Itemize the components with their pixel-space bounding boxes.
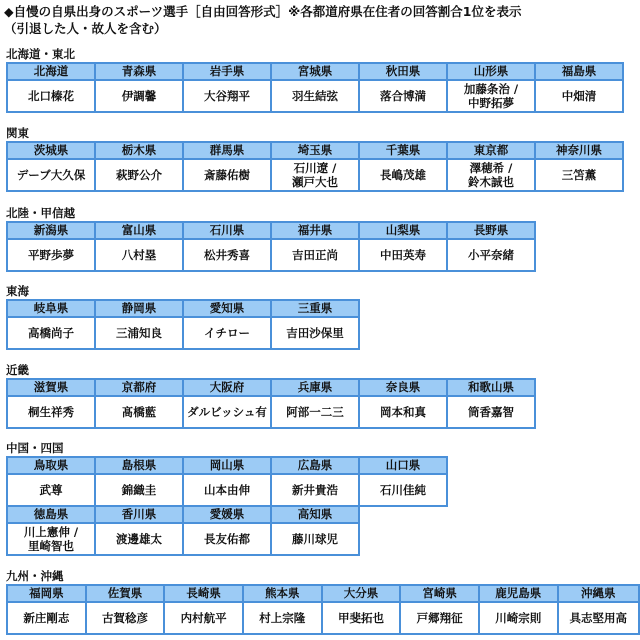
athlete-cell: 高橋尚子 <box>7 317 95 349</box>
athlete-row <box>7 159 623 191</box>
prefecture-cell: 埼玉県 <box>271 142 359 159</box>
athlete-cell: 長嶋茂雄 <box>359 159 447 191</box>
athlete-cell: 羽生結弦 <box>271 80 359 112</box>
athlete-cell: 川崎宗則 <box>479 602 558 634</box>
prefecture-cell: 大分県 <box>322 585 401 602</box>
prefecture-cell: 新潟県 <box>7 222 95 239</box>
prefecture-cell: 鳥取県 <box>7 457 95 474</box>
prefecture-cell: 福井県 <box>271 222 359 239</box>
prefecture-cell: 山口県 <box>359 457 447 474</box>
athlete-row <box>7 317 359 349</box>
athlete-cell: 筒香嘉智 <box>447 396 535 428</box>
athlete-cell: 斎藤佑樹 <box>183 159 271 191</box>
prefecture-cell: 奈良県 <box>359 379 447 396</box>
region-section <box>6 442 448 556</box>
prefecture-cell: 愛知県 <box>183 300 271 317</box>
prefecture-cell: 山梨県 <box>359 222 447 239</box>
athlete-cell: 渡邊雄太 <box>95 523 183 555</box>
prefecture-cell: 島根県 <box>95 457 183 474</box>
title-line-1: ◆自慢の自県出身のスポーツ選手［自由回答形式］※各都道府県在住者の回答割合1位を表示 <box>4 4 522 19</box>
prefecture-cell: 石川県 <box>183 222 271 239</box>
athlete-cell: 北口榛花 <box>7 80 95 112</box>
prefecture-cell: 山形県 <box>447 63 535 80</box>
prefecture-header-row <box>7 506 447 523</box>
athlete-cell: 村上宗隆 <box>243 602 322 634</box>
athlete-cell: 新井貴浩 <box>271 474 359 506</box>
prefecture-cell: 茨城県 <box>7 142 95 159</box>
athlete-cell: ダルビッシュ有 <box>183 396 271 428</box>
region-label: 東海 <box>6 284 29 298</box>
region-label: 北海道・東北 <box>6 47 75 61</box>
prefecture-cell: 香川県 <box>95 506 183 523</box>
prefecture-header-row <box>7 457 447 474</box>
athlete-cell: 大谷翔平 <box>183 80 271 112</box>
prefecture-cell: 東京都 <box>447 142 535 159</box>
athlete-cell: 三浦知良 <box>95 317 183 349</box>
athlete-cell: 古賀稔彦 <box>86 602 165 634</box>
prefecture-cell: 岡山県 <box>183 457 271 474</box>
athlete-row <box>7 602 639 634</box>
region-label: 九州・沖縄 <box>6 569 64 583</box>
prefecture-cell: 長崎県 <box>164 585 243 602</box>
prefecture-cell: 群馬県 <box>183 142 271 159</box>
prefecture-cell: 徳島県 <box>7 506 95 523</box>
region-section <box>6 570 640 635</box>
title-line-2: （引退した人・故人を含む） <box>4 21 167 36</box>
prefecture-cell: 静岡県 <box>95 300 183 317</box>
prefecture-cell: 佐賀県 <box>86 585 165 602</box>
region-table <box>6 299 360 350</box>
region-section <box>6 364 536 429</box>
prefecture-cell: 鹿児島県 <box>479 585 558 602</box>
region-table <box>6 584 640 635</box>
prefecture-cell: 滋賀県 <box>7 379 95 396</box>
athlete-cell: 髙橋藍 <box>95 396 183 428</box>
prefecture-cell: 和歌山県 <box>447 379 535 396</box>
athlete-cell: 内村航平 <box>164 602 243 634</box>
prefecture-cell: 兵庫県 <box>271 379 359 396</box>
region-section <box>6 48 624 113</box>
athlete-cell: 藤川球児 <box>271 523 359 555</box>
prefecture-header-row <box>7 300 359 317</box>
prefecture-cell: 岩手県 <box>183 63 271 80</box>
athlete-row <box>7 396 535 428</box>
athlete-cell: 松井秀喜 <box>183 239 271 271</box>
prefecture-cell: 千葉県 <box>359 142 447 159</box>
athlete-row <box>7 239 535 271</box>
prefecture-cell: 高知県 <box>271 506 359 523</box>
athlete-cell: 小平奈緒 <box>447 239 535 271</box>
athlete-cell: 新庄剛志 <box>7 602 86 634</box>
prefecture-cell: 長野県 <box>447 222 535 239</box>
athlete-cell: 吉田正尚 <box>271 239 359 271</box>
prefecture-header-row <box>7 63 623 80</box>
athlete-cell: 戸郷翔征 <box>400 602 479 634</box>
prefecture-header-row <box>7 222 535 239</box>
page-title <box>4 3 521 37</box>
athlete-cell: 澤穂希 / 鈴木誠也 <box>447 159 535 191</box>
prefecture-cell: 岐阜県 <box>7 300 95 317</box>
athlete-cell: 中田英寿 <box>359 239 447 271</box>
prefecture-cell: 沖縄県 <box>558 585 639 602</box>
athlete-cell: 武尊 <box>7 474 95 506</box>
prefecture-cell: 広島県 <box>271 457 359 474</box>
region-section <box>6 127 624 192</box>
prefecture-cell: 福岡県 <box>7 585 86 602</box>
athlete-cell: 三笘薫 <box>535 159 623 191</box>
prefecture-cell: 神奈川県 <box>535 142 623 159</box>
region-table <box>6 378 536 429</box>
prefecture-cell: 宮崎県 <box>400 585 479 602</box>
athlete-cell: 石川遼 / 瀬戸大也 <box>271 159 359 191</box>
athlete-cell: 伊調馨 <box>95 80 183 112</box>
prefecture-cell: 福島県 <box>535 63 623 80</box>
athlete-cell: 平野歩夢 <box>7 239 95 271</box>
prefecture-cell: 三重県 <box>271 300 359 317</box>
athlete-cell: 山本由伸 <box>183 474 271 506</box>
athlete-cell: 加藤条治 / 中野拓夢 <box>447 80 535 112</box>
athlete-cell: 長友佑都 <box>183 523 271 555</box>
athlete-cell: 川上憲伸 / 里崎智也 <box>7 523 95 555</box>
athlete-cell: 吉田沙保里 <box>271 317 359 349</box>
prefecture-cell: 愛媛県 <box>183 506 271 523</box>
prefecture-cell: 熊本県 <box>243 585 322 602</box>
athlete-cell: 八村塁 <box>95 239 183 271</box>
region-section <box>6 285 360 350</box>
region-label: 関東 <box>6 126 29 140</box>
prefecture-header-row <box>7 379 535 396</box>
athlete-cell: 落合博満 <box>359 80 447 112</box>
prefecture-cell: 秋田県 <box>359 63 447 80</box>
prefecture-header-row <box>7 142 623 159</box>
athlete-cell: 中畑清 <box>535 80 623 112</box>
prefecture-header-row <box>7 585 639 602</box>
prefecture-cell: 富山県 <box>95 222 183 239</box>
athlete-cell: デーブ大久保 <box>7 159 95 191</box>
athlete-cell: 錦織圭 <box>95 474 183 506</box>
athlete-row <box>7 523 447 555</box>
athlete-cell: 阿部一二三 <box>271 396 359 428</box>
athlete-cell: 萩野公介 <box>95 159 183 191</box>
prefecture-cell: 京都府 <box>95 379 183 396</box>
prefecture-cell: 宮城県 <box>271 63 359 80</box>
region-table <box>6 456 448 556</box>
athlete-cell: 甲斐拓也 <box>322 602 401 634</box>
athlete-cell: 石川佳純 <box>359 474 447 506</box>
athlete-cell: 岡本和真 <box>359 396 447 428</box>
region-label: 近畿 <box>6 363 29 377</box>
prefecture-cell: 北海道 <box>7 63 95 80</box>
region-table <box>6 221 536 272</box>
region-label: 中国・四国 <box>6 441 64 455</box>
athlete-cell: 桐生祥秀 <box>7 396 95 428</box>
prefecture-cell: 栃木県 <box>95 142 183 159</box>
athlete-cell: 具志堅用高 <box>558 602 639 634</box>
athlete-row <box>7 474 447 506</box>
region-label: 北陸・甲信越 <box>6 206 75 220</box>
athlete-cell: イチロー <box>183 317 271 349</box>
prefecture-cell: 大阪府 <box>183 379 271 396</box>
region-section <box>6 207 536 272</box>
athlete-row <box>7 80 623 112</box>
region-table <box>6 141 624 192</box>
region-table <box>6 62 624 113</box>
prefecture-cell: 青森県 <box>95 63 183 80</box>
